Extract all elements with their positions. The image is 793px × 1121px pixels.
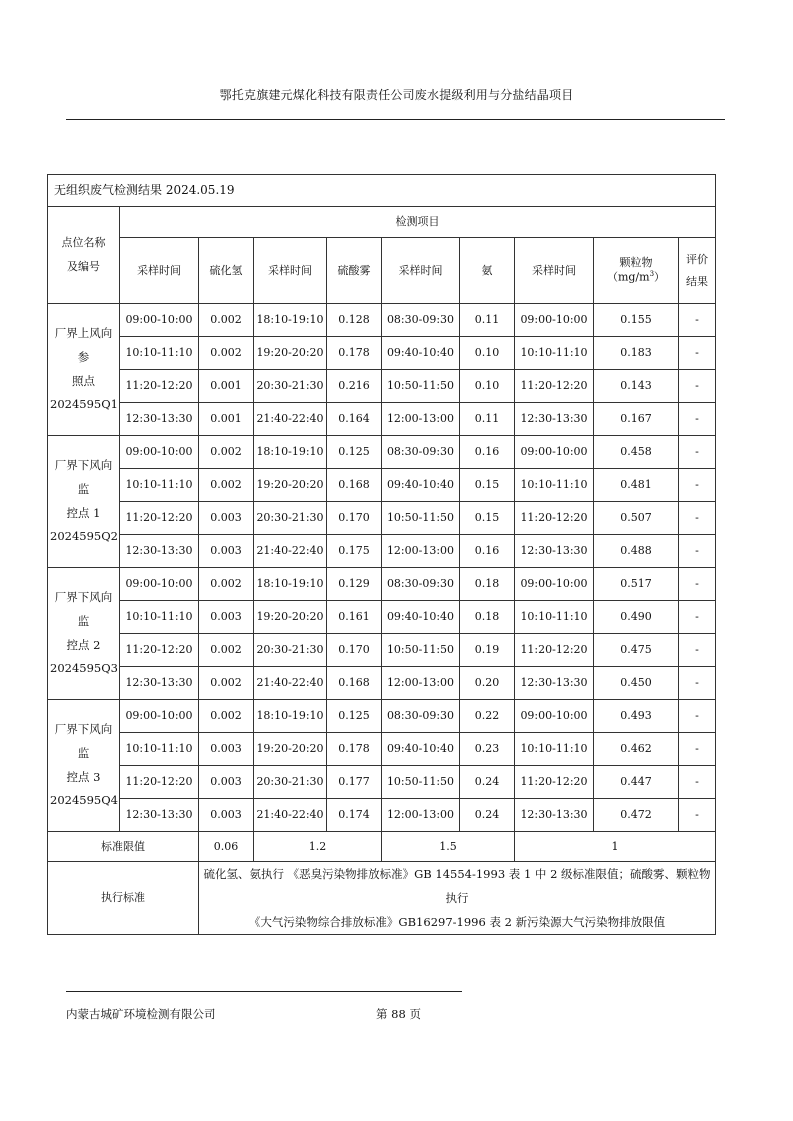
sample-time-1: 11:20-12:20 <box>120 370 199 403</box>
sulfuric-value: 0.178 <box>327 733 382 766</box>
nh3-value: 0.11 <box>460 304 515 337</box>
table-row <box>48 403 716 436</box>
table-row <box>48 304 716 337</box>
sample-time-2: 18:10-19:10 <box>254 304 327 337</box>
pm-value: 0.462 <box>594 733 679 766</box>
sulfuric-value: 0.174 <box>327 799 382 832</box>
eval-result: - <box>679 535 716 568</box>
sample-time-2: 18:10-19:10 <box>254 568 327 601</box>
table-row <box>48 733 716 766</box>
eval-result: - <box>679 733 716 766</box>
h2s-value: 0.002 <box>199 304 254 337</box>
standard-label: 执行标准 <box>48 862 199 935</box>
standard-line-1: 硫化氢、氨执行 《恶臭污染物排放标准》GB 14554-1993 表 1 中 2 级标准限值；硫酸雾、颗粒物执行 <box>203 867 711 906</box>
sample-time-3: 08:30-09:30 <box>382 304 460 337</box>
sample-time-1: 11:20-12:20 <box>120 766 199 799</box>
pm-value: 0.475 <box>594 634 679 667</box>
sample-time-4: 09:00-10:00 <box>515 304 594 337</box>
col-header-nh3: 氨 <box>460 238 515 304</box>
sample-time-3: 10:50-11:50 <box>382 502 460 535</box>
eval-result: - <box>679 568 716 601</box>
sample-time-2: 19:20-20:20 <box>254 469 327 502</box>
sample-time-4: 11:20-12:20 <box>515 370 594 403</box>
sample-time-3: 09:40-10:40 <box>382 337 460 370</box>
footer-page-number: 第 88 页 <box>376 1007 421 1021</box>
pm-value: 0.488 <box>594 535 679 568</box>
table-row <box>48 337 716 370</box>
sample-time-2: 20:30-21:30 <box>254 766 327 799</box>
footer-company: 内蒙古城矿环境检测有限公司 <box>66 1007 216 1021</box>
pm-value: 0.155 <box>594 304 679 337</box>
nh3-value: 0.23 <box>460 733 515 766</box>
sulfuric-value: 0.170 <box>327 634 382 667</box>
point-name: 厂界下风向监 控点 1 2024595Q2 <box>48 436 120 568</box>
pm-value: 0.447 <box>594 766 679 799</box>
sulfuric-value: 0.168 <box>327 667 382 700</box>
table-row <box>48 634 716 667</box>
point-name: 厂界上风向参 照点 2024595Q1 <box>48 304 120 436</box>
sample-time-4: 11:20-12:20 <box>515 634 594 667</box>
eval-result: - <box>679 370 716 403</box>
sample-time-2: 21:40-22:40 <box>254 535 327 568</box>
pm-value: 0.493 <box>594 700 679 733</box>
limit-h2s: 0.06 <box>199 832 254 862</box>
sample-time-4: 12:30-13:30 <box>515 799 594 832</box>
h2s-value: 0.002 <box>199 469 254 502</box>
sample-time-3: 08:30-09:30 <box>382 436 460 469</box>
sulfuric-value: 0.129 <box>327 568 382 601</box>
pm-value: 0.458 <box>594 436 679 469</box>
document-header-title: 鄂托克旗建元煤化科技有限责任公司废水提级利用与分盐结晶项目 <box>219 88 574 102</box>
sample-time-4: 11:20-12:20 <box>515 502 594 535</box>
sample-time-3: 12:00-13:00 <box>382 535 460 568</box>
nh3-value: 0.18 <box>460 601 515 634</box>
sample-time-1: 11:20-12:20 <box>120 502 199 535</box>
eval-result: - <box>679 634 716 667</box>
table-row <box>48 766 716 799</box>
nh3-value: 0.15 <box>460 469 515 502</box>
table-row <box>48 436 716 469</box>
sulfuric-value: 0.170 <box>327 502 382 535</box>
limit-nh3: 1.5 <box>382 832 515 862</box>
sample-time-4: 10:10-11:10 <box>515 733 594 766</box>
h2s-value: 0.002 <box>199 700 254 733</box>
col-header-pm: 颗粒物$(mg/m^3)$ <box>594 238 679 304</box>
sample-time-4: 12:30-13:30 <box>515 667 594 700</box>
pm-value: 0.183 <box>594 337 679 370</box>
sample-time-2: 20:30-21:30 <box>254 370 327 403</box>
h2s-value: 0.002 <box>199 634 254 667</box>
sample-time-1: 10:10-11:10 <box>120 733 199 766</box>
sample-time-3: 10:50-11:50 <box>382 370 460 403</box>
sample-time-2: 21:40-22:40 <box>254 403 327 436</box>
col-header-h2s: 硫化氢 <box>199 238 254 304</box>
standard-line-2: 《大气污染物综合排放标准》GB16297-1996 表 2 新污染源大气污染物排放限值 <box>248 915 666 930</box>
table-row <box>48 502 716 535</box>
h2s-value: 0.003 <box>199 733 254 766</box>
h2s-value: 0.001 <box>199 370 254 403</box>
h2s-value: 0.002 <box>199 337 254 370</box>
nh3-value: 0.24 <box>460 766 515 799</box>
sample-time-3: 08:30-09:30 <box>382 700 460 733</box>
table-row <box>48 568 716 601</box>
col-header-time3: 采样时间 <box>382 238 460 304</box>
sulfuric-value: 0.178 <box>327 337 382 370</box>
sample-time-1: 09:00-10:00 <box>120 304 199 337</box>
h2s-value: 0.001 <box>199 403 254 436</box>
eval-result: - <box>679 799 716 832</box>
sulfuric-value: 0.164 <box>327 403 382 436</box>
h2s-value: 0.002 <box>199 667 254 700</box>
sulfuric-value: 0.177 <box>327 766 382 799</box>
sample-time-3: 12:00-13:00 <box>382 799 460 832</box>
eval-result: - <box>679 403 716 436</box>
col-header-time2: 采样时间 <box>254 238 327 304</box>
eval-result: - <box>679 667 716 700</box>
table-caption: 无组织废气检测结果 2024.05.19 <box>48 175 716 207</box>
col-header-eval: 评价 结果 <box>679 238 716 304</box>
sample-time-3: 09:40-10:40 <box>382 733 460 766</box>
eval-result: - <box>679 469 716 502</box>
nh3-value: 0.15 <box>460 502 515 535</box>
sample-time-2: 21:40-22:40 <box>254 799 327 832</box>
sample-time-4: 10:10-11:10 <box>515 601 594 634</box>
nh3-value: 0.16 <box>460 436 515 469</box>
point-header: 点位名称 及编号 <box>48 207 120 304</box>
eval-result: - <box>679 304 716 337</box>
pm-value: 0.167 <box>594 403 679 436</box>
pm-value: 0.507 <box>594 502 679 535</box>
sample-time-1: 10:10-11:10 <box>120 601 199 634</box>
sample-time-3: 12:00-13:00 <box>382 667 460 700</box>
nh3-value: 0.11 <box>460 403 515 436</box>
h2s-value: 0.003 <box>199 535 254 568</box>
h2s-value: 0.003 <box>199 502 254 535</box>
h2s-value: 0.002 <box>199 436 254 469</box>
h2s-value: 0.003 <box>199 766 254 799</box>
sample-time-3: 12:00-13:00 <box>382 403 460 436</box>
sample-time-1: 12:30-13:30 <box>120 403 199 436</box>
sample-time-2: 18:10-19:10 <box>254 436 327 469</box>
sample-time-1: 09:00-10:00 <box>120 568 199 601</box>
sample-time-2: 21:40-22:40 <box>254 667 327 700</box>
nh3-value: 0.18 <box>460 568 515 601</box>
nh3-value: 0.22 <box>460 700 515 733</box>
sulfuric-value: 0.128 <box>327 304 382 337</box>
sample-time-2: 18:10-19:10 <box>254 700 327 733</box>
sample-time-1: 12:30-13:30 <box>120 667 199 700</box>
sulfuric-value: 0.125 <box>327 700 382 733</box>
sample-time-4: 09:00-10:00 <box>515 568 594 601</box>
table-row <box>48 370 716 403</box>
pm-value: 0.490 <box>594 601 679 634</box>
point-name: 厂界下风向监 控点 2 2024595Q3 <box>48 568 120 700</box>
sample-time-4: 10:10-11:10 <box>515 337 594 370</box>
col-header-sulfuric: 硫酸雾 <box>327 238 382 304</box>
h2s-value: 0.002 <box>199 568 254 601</box>
detect-items-header: 检测项目 <box>120 207 716 238</box>
table-row <box>48 469 716 502</box>
sample-time-3: 10:50-11:50 <box>382 634 460 667</box>
pm-value: 0.143 <box>594 370 679 403</box>
limits-label: 标准限值 <box>48 832 199 862</box>
pm-value: 0.472 <box>594 799 679 832</box>
sulfuric-value: 0.161 <box>327 601 382 634</box>
sample-time-2: 19:20-20:20 <box>254 337 327 370</box>
table-row <box>48 700 716 733</box>
sample-time-1: 09:00-10:00 <box>120 436 199 469</box>
standard-text <box>199 862 716 935</box>
eval-result: - <box>679 766 716 799</box>
sample-time-3: 08:30-09:30 <box>382 568 460 601</box>
sample-time-2: 19:20-20:20 <box>254 601 327 634</box>
sample-time-2: 19:20-20:20 <box>254 733 327 766</box>
sample-time-1: 10:10-11:10 <box>120 469 199 502</box>
sample-time-4: 09:00-10:00 <box>515 436 594 469</box>
eval-result: - <box>679 700 716 733</box>
sample-time-1: 09:00-10:00 <box>120 700 199 733</box>
sample-time-2: 20:30-21:30 <box>254 502 327 535</box>
table-row <box>48 667 716 700</box>
sulfuric-value: 0.168 <box>327 469 382 502</box>
sample-time-4: 12:30-13:30 <box>515 403 594 436</box>
nh3-value: 0.10 <box>460 370 515 403</box>
sample-time-1: 11:20-12:20 <box>120 634 199 667</box>
limit-pm: 1 <box>515 832 716 862</box>
results-table <box>47 174 716 935</box>
eval-result: - <box>679 601 716 634</box>
nh3-value: 0.19 <box>460 634 515 667</box>
limit-sulfuric: 1.2 <box>254 832 382 862</box>
nh3-value: 0.16 <box>460 535 515 568</box>
h2s-value: 0.003 <box>199 601 254 634</box>
point-name: 厂界下风向监 控点 3 2024595Q4 <box>48 700 120 832</box>
col-header-time4: 采样时间 <box>515 238 594 304</box>
sulfuric-value: 0.216 <box>327 370 382 403</box>
sample-time-3: 10:50-11:50 <box>382 766 460 799</box>
eval-result: - <box>679 337 716 370</box>
sample-time-3: 09:40-10:40 <box>382 469 460 502</box>
pm-value: 0.481 <box>594 469 679 502</box>
sample-time-1: 12:30-13:30 <box>120 535 199 568</box>
header-divider <box>66 119 725 120</box>
eval-result: - <box>679 502 716 535</box>
sample-time-4: 09:00-10:00 <box>515 700 594 733</box>
eval-result: - <box>679 436 716 469</box>
sample-time-1: 10:10-11:10 <box>120 337 199 370</box>
sample-time-4: 12:30-13:30 <box>515 535 594 568</box>
table-row <box>48 601 716 634</box>
sample-time-1: 12:30-13:30 <box>120 799 199 832</box>
pm-value: 0.517 <box>594 568 679 601</box>
sample-time-2: 20:30-21:30 <box>254 634 327 667</box>
sample-time-3: 09:40-10:40 <box>382 601 460 634</box>
sulfuric-value: 0.175 <box>327 535 382 568</box>
h2s-value: 0.003 <box>199 799 254 832</box>
table-row <box>48 535 716 568</box>
col-header-time1: 采样时间 <box>120 238 199 304</box>
footer-divider <box>66 991 462 992</box>
pm-value: 0.450 <box>594 667 679 700</box>
sample-time-4: 11:20-12:20 <box>515 766 594 799</box>
sulfuric-value: 0.125 <box>327 436 382 469</box>
nh3-value: 0.20 <box>460 667 515 700</box>
nh3-value: 0.10 <box>460 337 515 370</box>
table-row <box>48 799 716 832</box>
sample-time-4: 10:10-11:10 <box>515 469 594 502</box>
nh3-value: 0.24 <box>460 799 515 832</box>
